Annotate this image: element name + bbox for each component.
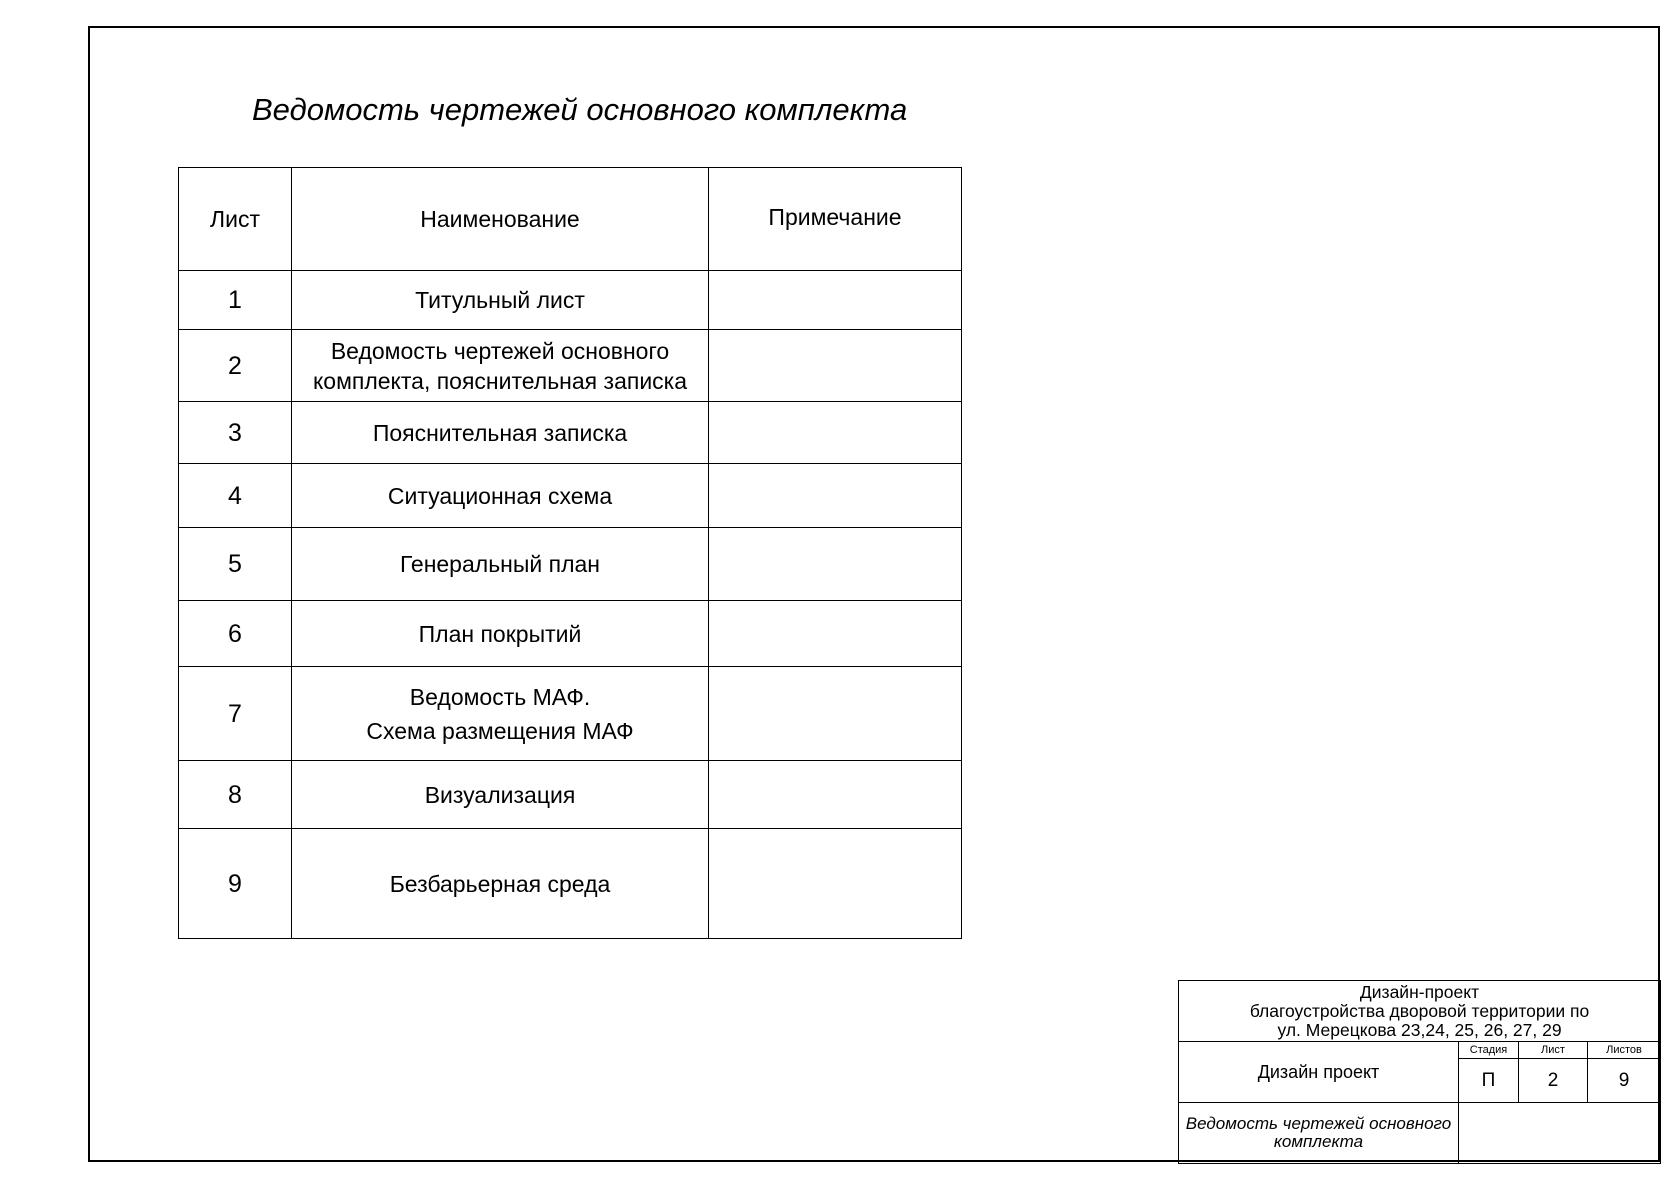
sheet-name-line: Ведомость чертежей основного [1185,1114,1452,1133]
row-sheet-number: 2 [179,330,292,402]
row-name [292,601,709,667]
row-sheet-number: 4 [179,464,292,528]
row-note [709,829,962,939]
project-line: ул. Мерецкова 23,24, 25, 26, 27, 29 [1277,1019,1562,1040]
drawings-table [178,167,962,939]
sheet-name-line: комплекта [1273,1132,1364,1151]
title-block [1178,980,1661,1164]
row-note [709,402,962,464]
row-name-line: Пояснительная записка [372,419,628,446]
document-title: Ведомость чертежей основного комплекта [252,92,908,127]
title-block-project [1179,981,1661,1042]
row-name-line: Генеральный план [399,551,601,577]
title-block-sheets-header: Листов [1588,1042,1661,1059]
row-name-line: Визуализация [424,781,576,808]
row-name [292,330,709,402]
row-name-line: Ведомость МАФ. [409,683,591,710]
row-note [709,464,962,528]
table-row [179,330,962,402]
table-row [179,601,962,667]
row-name [292,528,709,601]
row-sheet-number: 1 [179,271,292,330]
row-sheet-number: 3 [179,402,292,464]
row-name [292,667,709,761]
row-name-line: комплекта, пояснительная записка [312,367,688,394]
title-block-empty-cell [1459,1103,1661,1164]
row-name-line: План покрытий [418,620,582,647]
row-sheet-number: 8 [179,761,292,829]
row-sheet-number: 5 [179,528,292,601]
row-name-line: Ведомость чертежей основного [330,337,670,364]
table-row [179,829,962,939]
row-note [709,271,962,330]
row-name [292,464,709,528]
row-name [292,271,709,330]
row-note [709,528,962,601]
row-name [292,402,709,464]
project-line: благоустройства дворовой территории по [1249,1000,1590,1021]
title-block-sheet-name [1179,1103,1459,1164]
row-name-line: Схема размещения МАФ [366,717,634,744]
row-name-line: Безбарьерная среда [389,870,611,897]
row-note [709,330,962,402]
row-sheet-number: 7 [179,667,292,761]
project-line: Дизайн-проект [1359,981,1480,1002]
table-row [179,528,962,601]
row-sheet-number: 6 [179,601,292,667]
row-name [292,829,709,939]
title-block-stage-header: Стадия [1459,1042,1519,1059]
row-name [292,761,709,829]
table-row [179,402,962,464]
header-sheet: Лист [179,168,292,271]
title-block-sheet-header: Лист [1519,1042,1588,1059]
header-name: Наименование [292,168,709,271]
title-block-sheet-value: 2 [1519,1059,1588,1103]
table-row [179,271,962,330]
header-note: Примечание [709,168,962,271]
table-row [179,464,962,528]
row-note [709,667,962,761]
table-row [179,761,962,829]
title-block-stage-value: П [1459,1059,1519,1103]
row-note [709,601,962,667]
title-block-sheets-value: 9 [1588,1059,1661,1103]
row-sheet-number: 9 [179,829,292,939]
title-block-stage-name: Дизайн проект [1179,1042,1459,1103]
table-header-row [179,168,962,271]
row-note [709,761,962,829]
frame-extension-line [946,1160,1186,1162]
row-name-line: Ситуационная схема [387,482,613,509]
row-name-line: Титульный лист [415,287,585,313]
table-row [179,667,962,761]
